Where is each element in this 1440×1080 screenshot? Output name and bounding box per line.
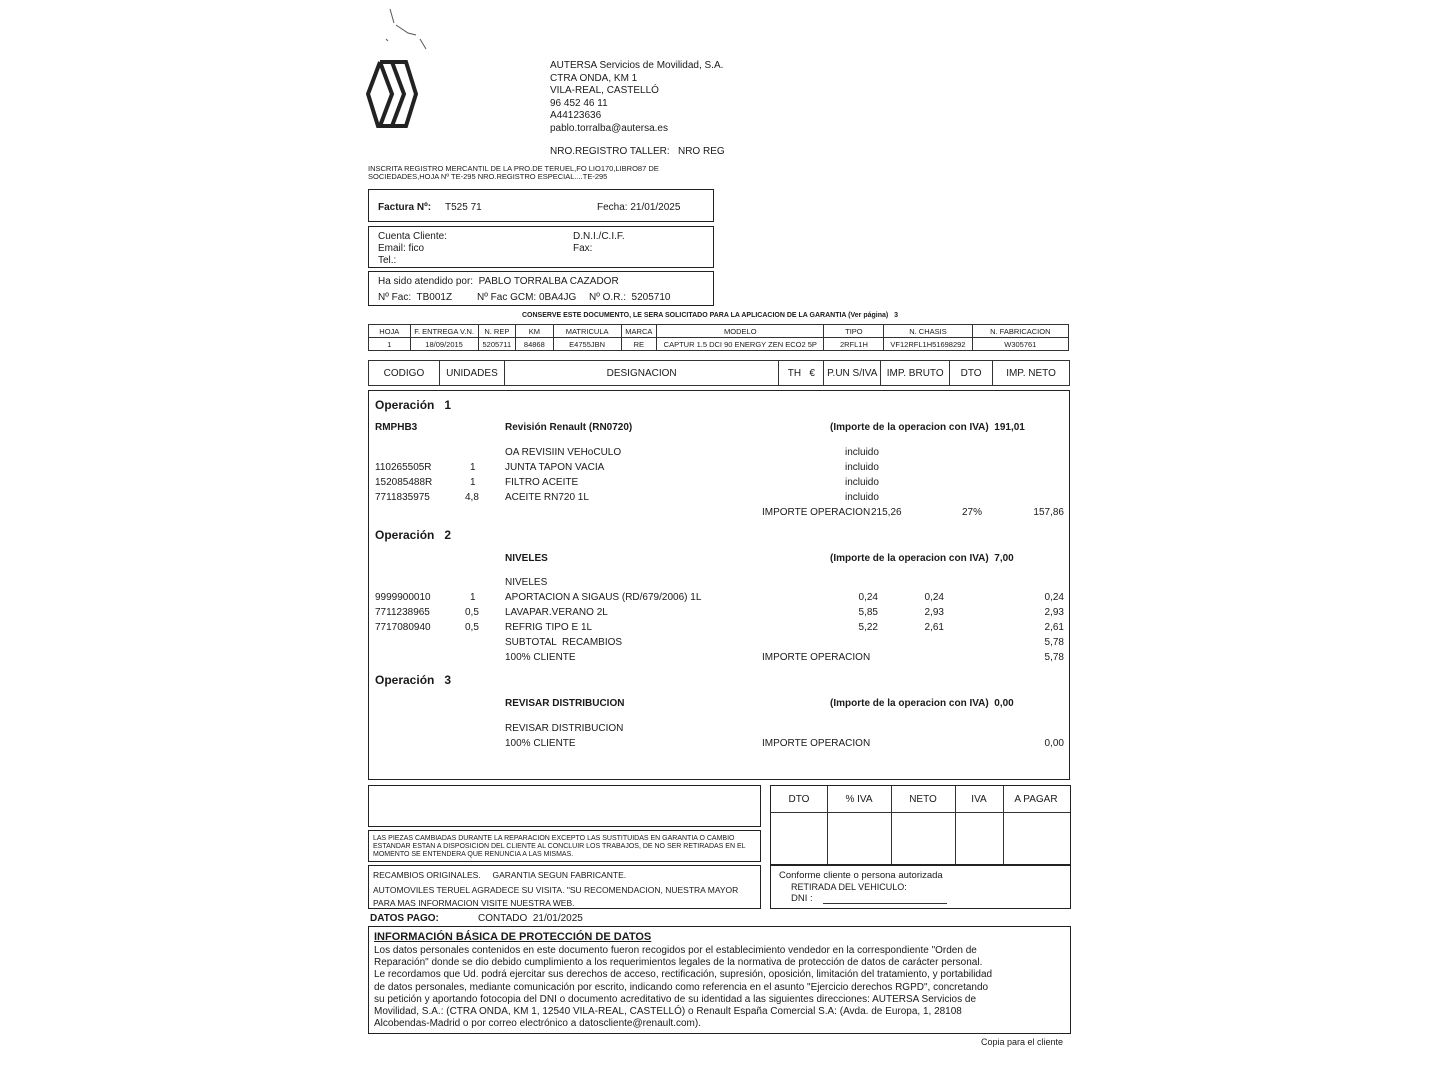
- line-code: 7717080940: [375, 622, 431, 633]
- totals-neto: NETO: [909, 794, 937, 805]
- col-unidades: UNIDADES: [439, 361, 504, 386]
- veh-value: VF12RFL1H51698292: [884, 338, 972, 351]
- conforme-box: [770, 865, 1071, 909]
- operation-importe: (Importe de la operacion con IVA) 191,01: [830, 422, 1025, 433]
- col-pun: P.UN S/IVA: [824, 361, 881, 386]
- col-th-euro: [779, 361, 824, 386]
- col-th: TH: [787, 367, 802, 379]
- cliente-dni: D.N.I./C.I.F.: [573, 231, 625, 242]
- observaciones-box: [368, 785, 761, 827]
- line-desc: FILTRO ACEITE: [505, 477, 579, 488]
- veh-header: N. FABRICACION: [972, 325, 1068, 338]
- line-code: 152085488R: [375, 477, 433, 488]
- columns-header: [368, 360, 1070, 386]
- summary-left: 100% CLIENTE: [505, 738, 576, 749]
- proteccion-line: Los datos personales contenidos en este documento fueron recogidos por el establecimiento vendedor en la correspondiente "Orden de: [374, 945, 977, 956]
- line-desc: OA REVISIIN VEHoCULO: [505, 447, 622, 458]
- inscripcion-registro: INSCRITA REGISTRO MERCANTIL DE LA PRO.DE TERUEL,FO LIO170,LIBRO87 DE SOCIEDADES,HOJA Nº TE-295 NRO.REGISTRO ESPECIAL....TE-295: [368, 164, 659, 181]
- summary-neto: 5,78: [1044, 652, 1064, 663]
- line-desc: NIVELES: [505, 577, 548, 588]
- summary-label: IMPORTE OPERACION: [762, 652, 871, 663]
- totals-iva-pct: % IVA: [845, 794, 873, 805]
- recambios-line1: RECAMBIOS ORIGINALES. GARANTIA SEGUN FABRICANTE.: [373, 870, 627, 880]
- veh-value: 84868: [516, 338, 554, 351]
- veh-header: TIPO: [824, 325, 884, 338]
- col-codigo: CODIGO: [369, 361, 440, 386]
- veh-value: CAPTUR 1.5 DCI 90 ENERGY ZEN ECO2 5P: [657, 338, 824, 351]
- n-fac-gcm: Nº Fac GCM: 0BA4JG: [477, 292, 577, 303]
- company-phone: 96 452 46 11: [550, 97, 608, 109]
- company-name: AUTERSA Servicios de Movilidad, S.A.: [550, 60, 724, 71]
- operation-importe: (Importe de la operacion con IVA) 0,00: [830, 698, 1014, 709]
- company-email: pablo.torralba@autersa.es: [550, 122, 668, 134]
- veh-value: 1: [369, 338, 411, 351]
- line-code: 110265505R: [375, 462, 432, 473]
- copia-cliente: Copia para el cliente: [981, 1037, 1064, 1047]
- line-bruto: 2,93: [924, 607, 944, 618]
- lines-box: [368, 390, 1070, 780]
- totals-dto: DTO: [788, 794, 810, 805]
- line-code: 7711238965: [375, 607, 430, 618]
- n-or: Nº O.R.: 5205710: [589, 292, 671, 303]
- veh-header: MODELO: [657, 325, 824, 338]
- line-neto: 0,24: [1044, 592, 1064, 603]
- proteccion-line: su petición y aportando fotocopia del DNI o documento acreditativo de su identidad a las siguientes direcciones: AUTERSA Servicios de: [374, 993, 977, 1005]
- line-units: 4,8: [465, 492, 479, 503]
- operation-label: Operación 3: [375, 673, 452, 687]
- vehicle-table: [368, 324, 1069, 351]
- totals-iva: IVA: [971, 794, 987, 805]
- operation-label: Operación 2: [375, 528, 452, 542]
- recambios-line2: AUTOMOVILES TERUEL AGRADECE SU VISITA. "SU RECOMENDACION, NUESTRA MAYOR: [373, 885, 739, 895]
- summary-bruto: 215,26: [871, 507, 902, 518]
- factura-fecha: Fecha: 21/01/2025: [597, 202, 681, 213]
- veh-header: KM: [516, 325, 554, 338]
- line-units: 1: [470, 462, 476, 473]
- line-desc: REFRIG TIPO E 1L: [505, 622, 593, 633]
- line-desc: REVISAR DISTRIBUCION: [505, 723, 624, 734]
- factura-number: T525 71: [445, 202, 482, 213]
- col-bruto: IMP. BRUTO: [881, 361, 950, 386]
- veh-value: W305761: [972, 338, 1068, 351]
- proteccion-text: [374, 945, 992, 1030]
- summary-label: IMPORTE OPERACION: [762, 738, 871, 749]
- handwritten-mark: [380, 5, 440, 55]
- totals-box: [770, 785, 1071, 865]
- line-desc: APORTACION A SIGAUS (RD/679/2006) 1L: [505, 592, 702, 603]
- proteccion-title: INFORMACIÓN BÁSICA DE PROTECCIÓN DE DATOS: [374, 931, 652, 943]
- piezas-box: [368, 830, 761, 862]
- line-pun: incluido: [845, 492, 879, 503]
- line-neto: 2,93: [1044, 607, 1064, 618]
- veh-value: 18/09/2015: [410, 338, 478, 351]
- line-code: 7711835975: [375, 492, 430, 503]
- proteccion-line: Alcobendas-Madrid o por correo electrónico a datoscliente@renault.com).: [374, 1018, 701, 1030]
- subtotal-neto: 5,78: [1044, 637, 1064, 648]
- company-cif: A44123636: [550, 110, 602, 121]
- line-code: 9999900010: [375, 592, 431, 603]
- cliente-box: [368, 226, 714, 268]
- factura-box: [368, 189, 714, 222]
- line-units: 0,5: [465, 607, 479, 618]
- conforme-line2: RETIRADA DEL VEHICULO:: [791, 882, 907, 892]
- line-bruto: 2,61: [924, 622, 944, 633]
- line-pun: incluido: [845, 477, 879, 488]
- veh-header: MARCA: [621, 325, 657, 338]
- company-info: [550, 60, 723, 135]
- line-desc: JUNTA TAPON VACIA: [505, 462, 605, 473]
- proteccion-line: Movilidad, S.A.: (CTRA ONDA, KM 1, 12540 VILA-REAL, CASTELLÓ) o Renault España Comercial S.A: (Avda. de Europa, 1, 28108: [374, 1006, 962, 1018]
- operation-title: NIVELES: [505, 553, 548, 564]
- line-pun: 5,22: [858, 622, 878, 633]
- line-pun: incluido: [845, 447, 879, 458]
- registro-taller: NRO.REGISTRO TALLER: NRO REG: [550, 146, 725, 157]
- line-pun: 5,85: [858, 607, 878, 618]
- conforme-line1: Conforme cliente o persona autorizada: [779, 870, 943, 881]
- veh-header: N. CHASIS: [884, 325, 972, 338]
- operation-code: RMPHB3: [375, 422, 418, 433]
- proteccion-line: Le recordamos que Ud. podrá ejercitar sus derechos de acceso, rectificación, supresión, oposición, limitación del tratamiento, y portabilidad: [374, 969, 993, 981]
- operation-title: REVISAR DISTRIBUCION: [505, 698, 625, 709]
- cliente-tel: Tel.:: [378, 255, 397, 266]
- totals-a-pagar: A PAGAR: [1014, 794, 1058, 805]
- line-units: 0,5: [465, 622, 479, 633]
- summary-label: IMPORTE OPERACION: [762, 507, 871, 518]
- col-euro: €: [809, 367, 815, 379]
- line-bruto: 0,24: [924, 592, 944, 603]
- company-address2: VILA-REAL, CASTELLÓ: [550, 85, 659, 96]
- garantia-note: CONSERVE ESTE DOCUMENTO, LE SERA SOLICITADO PARA LA APLICACION DE LA GARANTIA (Ver página) 3: [522, 312, 898, 319]
- veh-header: N. REP: [478, 325, 516, 338]
- cliente-email: Email: fico: [378, 243, 425, 254]
- atendido-box: [368, 271, 714, 306]
- line-pun: incluido: [845, 462, 879, 473]
- summary-left: 100% CLIENTE: [505, 652, 576, 663]
- line-pun: 0,24: [858, 592, 878, 603]
- veh-header: HOJA: [369, 325, 411, 338]
- col-designacion: DESIGNACION: [504, 361, 778, 386]
- operation-label: Operación 1: [375, 398, 452, 412]
- conforme-line3: DNI :: [791, 893, 813, 904]
- piezas-note: LAS PIEZAS CAMBIADAS DURANTE LA REPARACION EXCEPTO LAS SUSTITUIDAS EN GARANTIA O CAMBIO ESTANDAR ESTAN A DISPOSICION DEL CLIENTE AL CONCLUIR LOS TRABAJOS, DE NO SER RETIRADAS EN EL MOMENTO SE ENTENDERA QUE RENUNCIA A LAS MISMAS.: [373, 835, 746, 858]
- factura-label: Factura Nº:: [378, 202, 432, 213]
- veh-value: RE: [621, 338, 657, 351]
- proteccion-line: Reparación" donde se dio debido cumplimiento a los requerimientos legales de la normativa de protección de datos de carácter personal.: [374, 957, 983, 969]
- summary-neto: 157,86: [1033, 507, 1064, 518]
- summary-neto: 0,00: [1044, 738, 1064, 749]
- atendido-por: Ha sido atendido por: PABLO TORRALBA CAZADOR: [378, 276, 619, 287]
- cliente-fax: Fax:: [573, 243, 593, 254]
- line-units: 1: [470, 592, 476, 603]
- col-dto: DTO: [950, 361, 993, 386]
- dni-signature-line: [823, 903, 947, 904]
- company-address1: CTRA ONDA, KM 1: [550, 72, 638, 84]
- renault-logo: [366, 60, 418, 128]
- line-neto: 2,61: [1044, 622, 1064, 633]
- veh-header: F. ENTREGA V.N.: [410, 325, 478, 338]
- cuenta-cliente: Cuenta Cliente:: [378, 231, 447, 242]
- line-desc: ACEITE RN720 1L: [505, 492, 589, 503]
- n-fac: Nº Fac: TB001Z: [378, 292, 453, 303]
- line-desc: LAVAPAR.VERANO 2L: [505, 607, 608, 618]
- col-neto: IMP. NETO: [993, 361, 1070, 386]
- pago-label: DATOS PAGO:: [370, 913, 439, 924]
- summary-dto: 27%: [962, 507, 983, 518]
- veh-header: MATRICULA: [553, 325, 621, 338]
- proteccion-line: de datos personales, mediante comunicación por escrito, indicando como referencia en el asunto "Ejercicio derechos RGPD", concretando: [374, 981, 989, 993]
- proteccion-box: [368, 926, 1071, 1034]
- recambios-line3: PARA MAS INFORMACION VISITE NUESTRA WEB.: [373, 898, 575, 908]
- veh-value: 5205711: [478, 338, 516, 351]
- line-units: 1: [470, 477, 476, 488]
- subtotal-label: SUBTOTAL RECAMBIOS: [505, 637, 623, 648]
- recambios-box: [368, 865, 761, 909]
- pago-value: CONTADO 21/01/2025: [478, 913, 583, 924]
- veh-value: E4755JBN: [553, 338, 621, 351]
- operation-importe: (Importe de la operacion con IVA) 7,00: [830, 553, 1014, 564]
- operation-title: Revisión Renault (RN0720): [505, 422, 633, 433]
- veh-value: 2RFL1H: [824, 338, 884, 351]
